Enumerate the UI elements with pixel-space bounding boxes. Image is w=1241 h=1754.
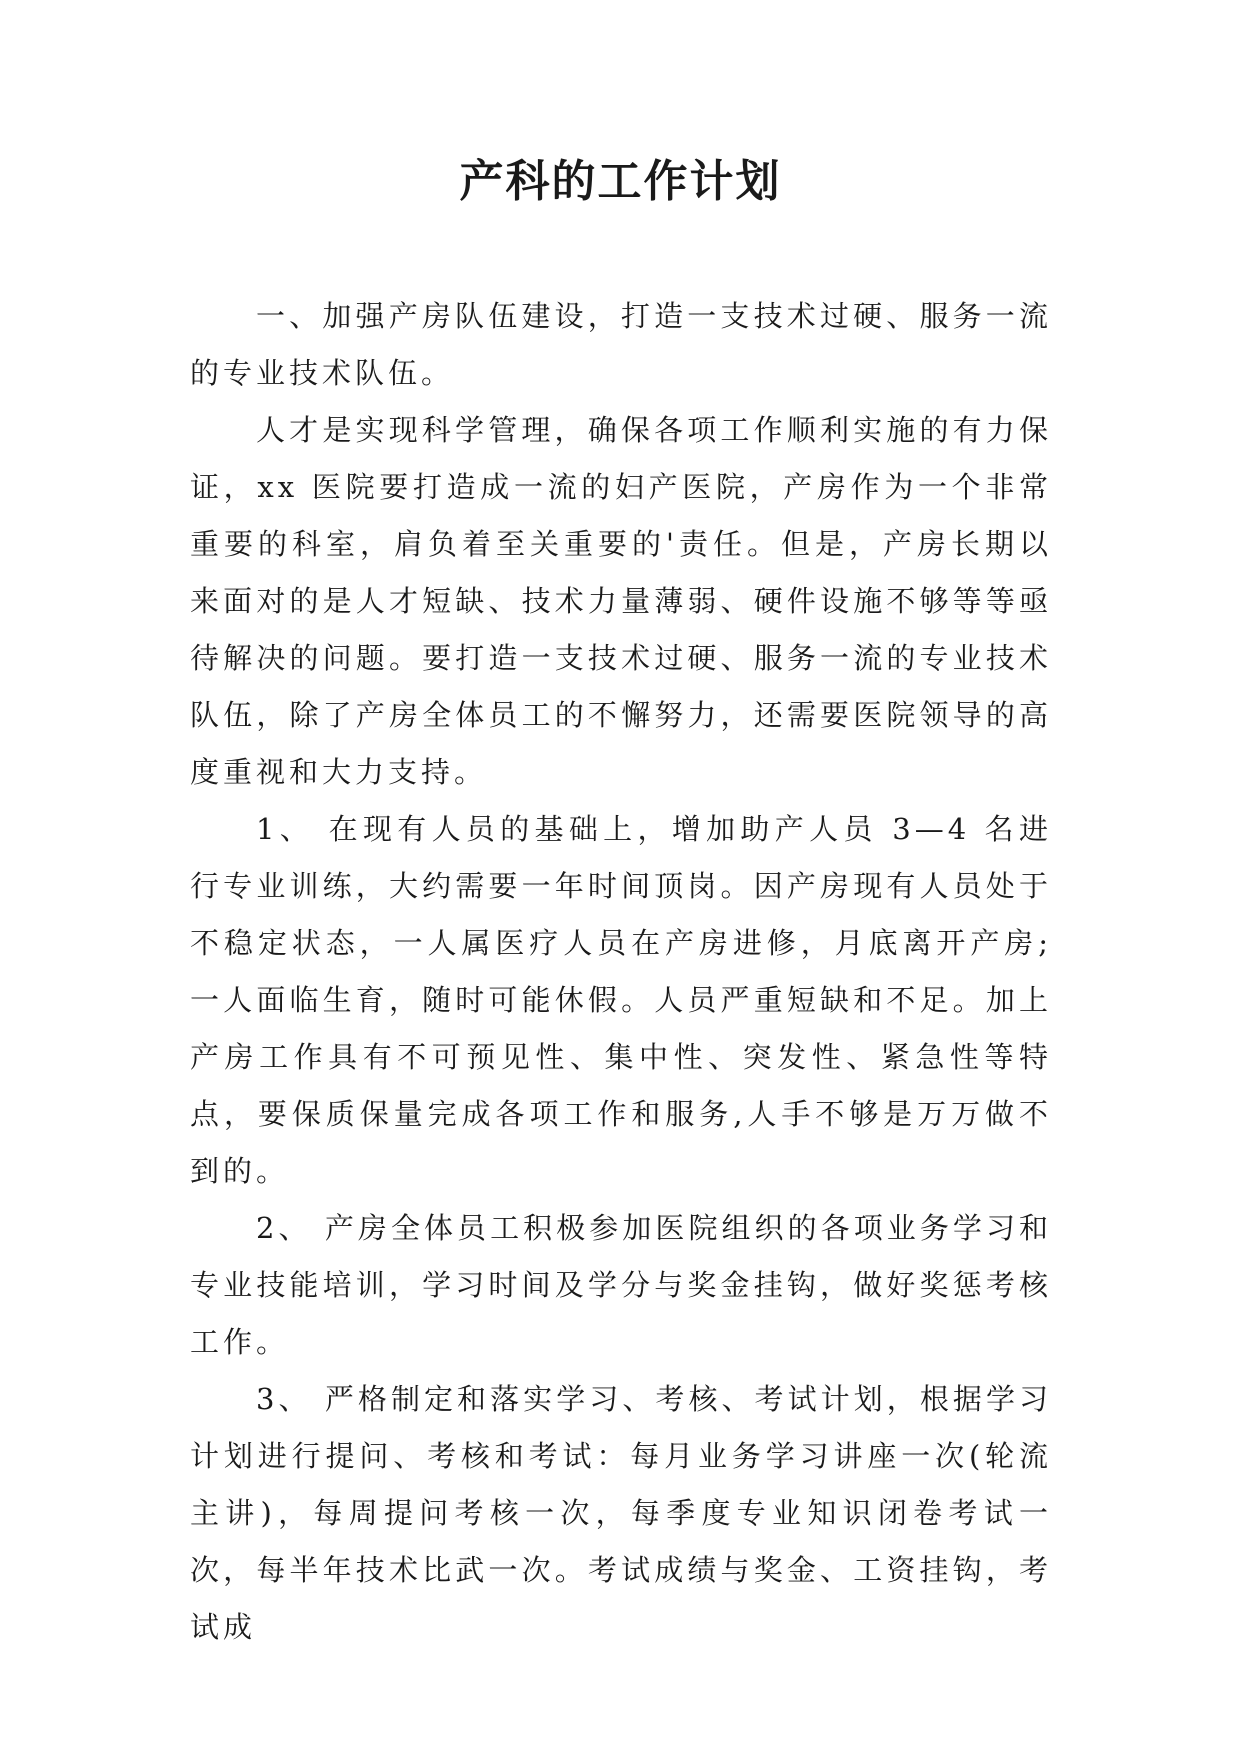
- paragraph-item-2: 2、 产房全体员工积极参加医院组织的各项业务学习和专业技能培训，学习时间及学分与奖金挂钩，做好奖惩考核工作。: [190, 1211, 1052, 1359]
- document-body: [190, 288, 1052, 1656]
- paragraph-item-1: 1、 在现有人员的基础上，增加助产人员 3—4 名进行专业训练，大约需要一年时间顶岗。因产房现有人员处于不稳定状态，一人属医疗人员在产房进修，月底离开产房;一人面临生育，随时可能休假。人员严重短缺和不足。加上产房工作具有不可预见性、集中性、突发性、紧急性等特点，要保质保量完成各项工作和服务,人手不够是万万做不到的。: [190, 812, 1052, 1188]
- document-title: 产科的工作计划: [459, 156, 782, 207]
- paragraph-item-3: 3、 严格制定和落实学习、考核、考试计划，根据学习计划进行提问、考核和考试：每月业务学习讲座一次(轮流主讲)，每周提问考核一次，每季度专业知识闭卷考试一次，每半年技术比武一次。考试成绩与奖金、工资挂钩，考试成: [190, 1382, 1052, 1644]
- paragraph-section-heading: 一、加强产房队伍建设，打造一支技术过硬、服务一流的专业技术队伍。: [190, 299, 1052, 390]
- paragraph-talent: 人才是实现科学管理，确保各项工作顺利实施的有力保证，xx 医院要打造成一流的妇产医院，产房作为一个非常重要的科室，肩负着至关重要的'责任。但是，产房长期以来面对的是人才短缺、技术力量薄弱、硬件设施不够等等亟待解决的问题。要打造一支技术过硬、服务一流的专业技术队伍，除了产房全体员工的不懈努力，还需要医院领导的高度重视和大力支持。: [190, 413, 1052, 789]
